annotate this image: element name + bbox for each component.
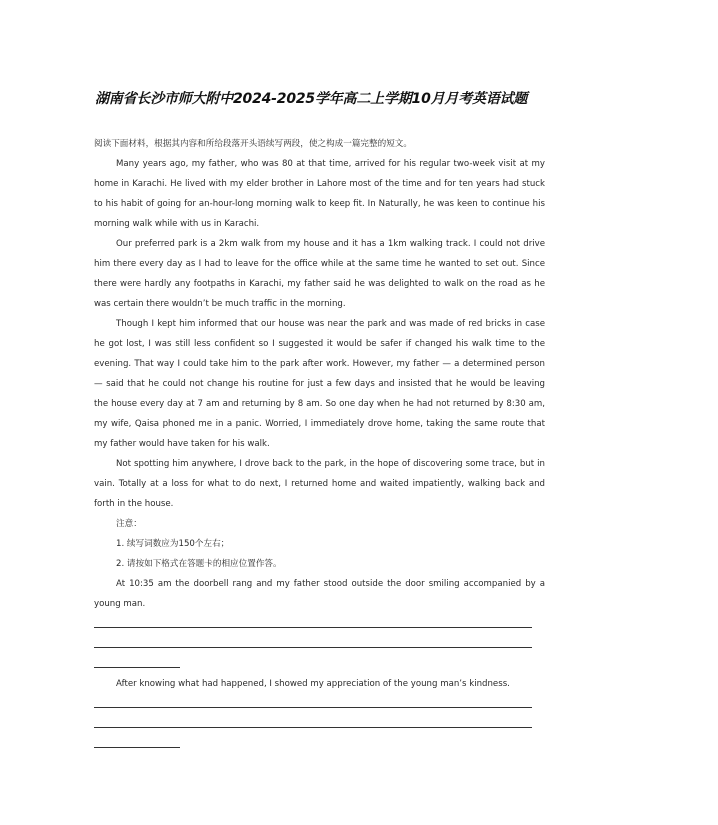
- story-paragraph-1: Many years ago, my father, who was 80 at that time, arrived for his regular two-week visit at my home in Karachi. He lived with my elder brother in Lahore most of the time and for ten years had stuck to his habit of going for an-hour-long morning walk to keep fit. In Naturally, he was keen to continue his morning walk while with us in Karachi.: [94, 159, 545, 229]
- answer-line: [94, 714, 545, 734]
- note-item-1: 1. 续写词数应为150个左右；: [116, 539, 230, 549]
- continuation-opening-1: At 10:35 am the doorbell rang and my father stood outside the door smiling accompanied by a young man.: [94, 579, 545, 609]
- task-instruction: 阅读下面材料，根据其内容和所给段落开头语续写两段，使之构成一篇完整的短文。: [94, 139, 412, 149]
- answer-line: [94, 694, 545, 714]
- document-title: 湖南省长沙市师大附中2024-2025学年高二上学期10月月考英语试题: [95, 91, 528, 107]
- document-body: [94, 134, 545, 754]
- continuation-opening-2: After knowing what had happened, I showed my appreciation of the young man’s kindness.: [116, 679, 510, 689]
- answer-line: [94, 734, 545, 754]
- note-item-2: 2. 请按如下格式在答题卡的相应位置作答。: [116, 559, 282, 569]
- answer-line: [94, 614, 545, 634]
- story-paragraph-3: Though I kept him informed that our house was near the park and was made of red bricks in case he got lost, I was still less confident so I suggested it would be safer if changed his walk time to the evening. That way I could take him to the park after work. However, my father — a determined person — said that he could not change his routine for just a few days and insisted that he would be leaving the house every day at 7 am and returning by 8 am. So one day when he had not returned by 8:30 am, my wife, Qaisa phoned me in a panic. Worried, I immediately drove home, taking the same route that my father would have taken for his walk.: [94, 319, 545, 449]
- answer-line: [94, 634, 545, 654]
- story-paragraph-2: Our preferred park is a 2km walk from my house and it has a 1km walking track. I could not drive him there every day as I had to leave for the office while at the same time he wanted to set out. Since there were hardly any footpaths in Karachi, my father said he was delighted to walk on the road as he was certain there wouldn’t be much traffic in the morning.: [94, 239, 545, 309]
- answer-line: [94, 654, 545, 674]
- story-paragraph-4: Not spotting him anywhere, I drove back to the park, in the hope of discovering some trace, but in vain. Totally at a loss for what to do next, I returned home and waited impatiently, walking back and forth in the house.: [94, 459, 545, 509]
- notes-label: 注意：: [116, 519, 142, 529]
